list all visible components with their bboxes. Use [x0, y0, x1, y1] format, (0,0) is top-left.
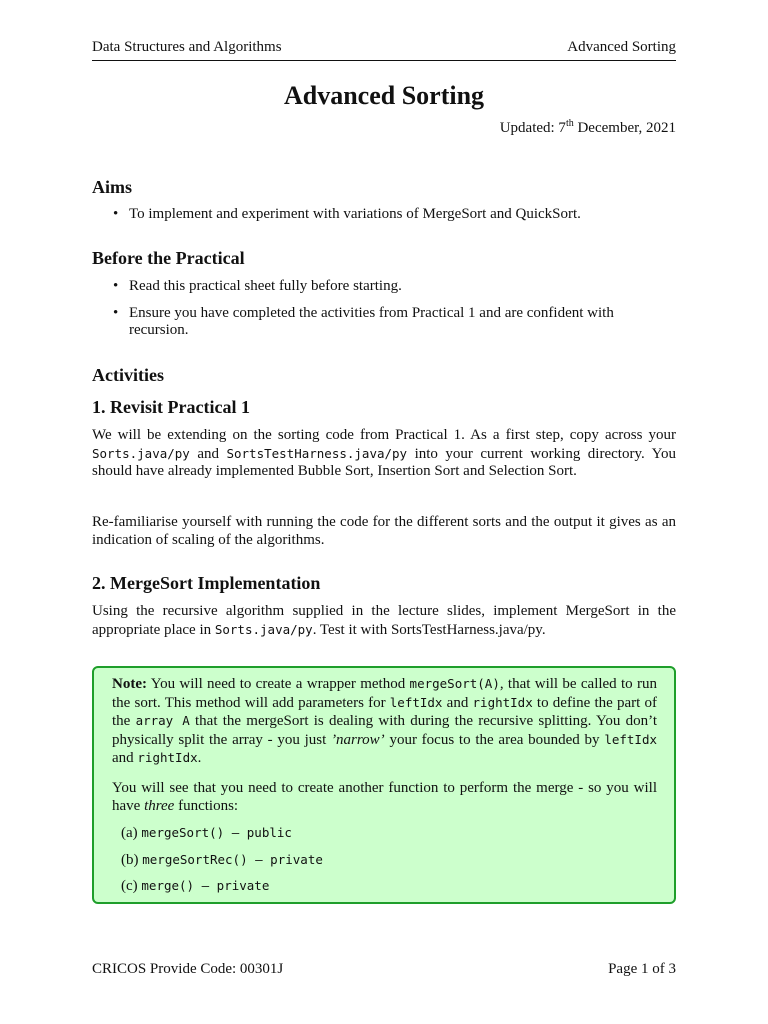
footer-page-number: Page 1 of 3 — [608, 961, 676, 977]
updated-prefix: Updated: 7 — [499, 120, 566, 136]
enum-label: (a) — [121, 825, 138, 841]
text-run: Using the recursive algorithm supplied in the lecture slides, implement MergeSort in the appropriate place in — [92, 603, 676, 638]
code-sorts-file: Sorts.java/py — [92, 445, 190, 461]
running-header-right: Advanced Sorting — [567, 39, 676, 55]
updated-date — [500, 120, 676, 138]
aims-list — [129, 206, 676, 224]
function-list-item — [121, 851, 323, 870]
code-inline: mergeSort(A) — [409, 676, 500, 691]
updated-sup: th — [565, 118, 574, 129]
enum-label: (b) — [121, 852, 139, 868]
text-run: . Test it with SortsTestHarness.java/py. — [312, 621, 546, 638]
code-inline: leftIdx — [389, 694, 443, 710]
before-list — [129, 278, 676, 340]
code-inline: rightIdx — [137, 750, 198, 765]
emphasis: three — [144, 797, 175, 814]
text-run: You will need to create a wrapper method — [146, 676, 410, 692]
code-inline: rightIdx — [472, 694, 533, 710]
text-run: your focus to the area bounded by — [384, 731, 605, 748]
emphasis: ’narrow’ — [331, 731, 385, 748]
function-list-item — [121, 824, 292, 843]
text-run: to define the part of the — [112, 694, 657, 729]
text-run: and — [442, 694, 473, 711]
running-header-left: Data Structures and Algorithms — [92, 39, 282, 55]
aims-item: • To implement and experiment with variations of MergeSort and QuickSort. — [129, 206, 676, 224]
text-run: You will see that you need to create another function to perform the merge - so you will have — [112, 780, 657, 814]
enum-label: (c) — [121, 878, 138, 894]
text-run: , that will be called to run the sort. This method will add parameters for — [112, 676, 657, 711]
function-signature: mergeSort() – public — [141, 825, 292, 840]
note-paragraph-1 — [112, 675, 657, 768]
note-paragraph-2 — [112, 780, 657, 815]
section1-heading: 1. Revisit Practical 1 — [92, 397, 250, 417]
aims-heading: Aims — [92, 177, 132, 197]
before-item: • Read this practical sheet fully before starting. — [129, 278, 676, 296]
text-run: We will be extending on the sorting code from Practical 1. As a first step, copy across your — [92, 427, 676, 443]
code-harness-file: SortsTestHarness.java/py — [226, 445, 408, 461]
before-heading: Before the Practical — [92, 248, 245, 268]
updated-suffix: December, 2021 — [573, 120, 676, 136]
section1-paragraph-2: Re-familiarise yourself with running the code for the different sorts and the output it gives as an indication of scaling of the algorithms. — [92, 514, 676, 548]
function-signature: merge() – private — [141, 878, 270, 893]
function-list-item — [121, 877, 269, 896]
note-label: Note: — [112, 676, 147, 692]
text-run: that the mergeSort is dealing with during the recursive splitting. You don’t physically split the array - you just — [112, 713, 658, 748]
footer-cricos: CRICOS Provide Code: 00301J — [92, 961, 284, 977]
section2-heading: 2. MergeSort Implementation — [92, 573, 321, 593]
page-title: Advanced Sorting — [283, 81, 485, 110]
code-inline: leftIdx — [604, 731, 657, 747]
section2-paragraph — [92, 603, 676, 639]
text-run: . — [197, 750, 202, 766]
text-run: and — [112, 750, 138, 766]
function-signature: mergeSortRec() – private — [142, 852, 323, 867]
code-inline: array A — [135, 713, 190, 728]
activities-heading: Activities — [92, 365, 164, 385]
text-run: and — [189, 445, 227, 462]
section1-paragraph-1 — [92, 427, 676, 481]
text-run: functions: — [174, 797, 239, 814]
header-rule — [92, 60, 676, 61]
before-item: • Ensure you have completed the activities from Practical 1 and are confident with recursion. — [129, 305, 676, 340]
text-run: into your current working directory. You should have already implemented Bubble Sort, Insertion Sort and Selection Sort. — [92, 445, 676, 479]
code-sorts-file: Sorts.java/py — [214, 621, 313, 637]
